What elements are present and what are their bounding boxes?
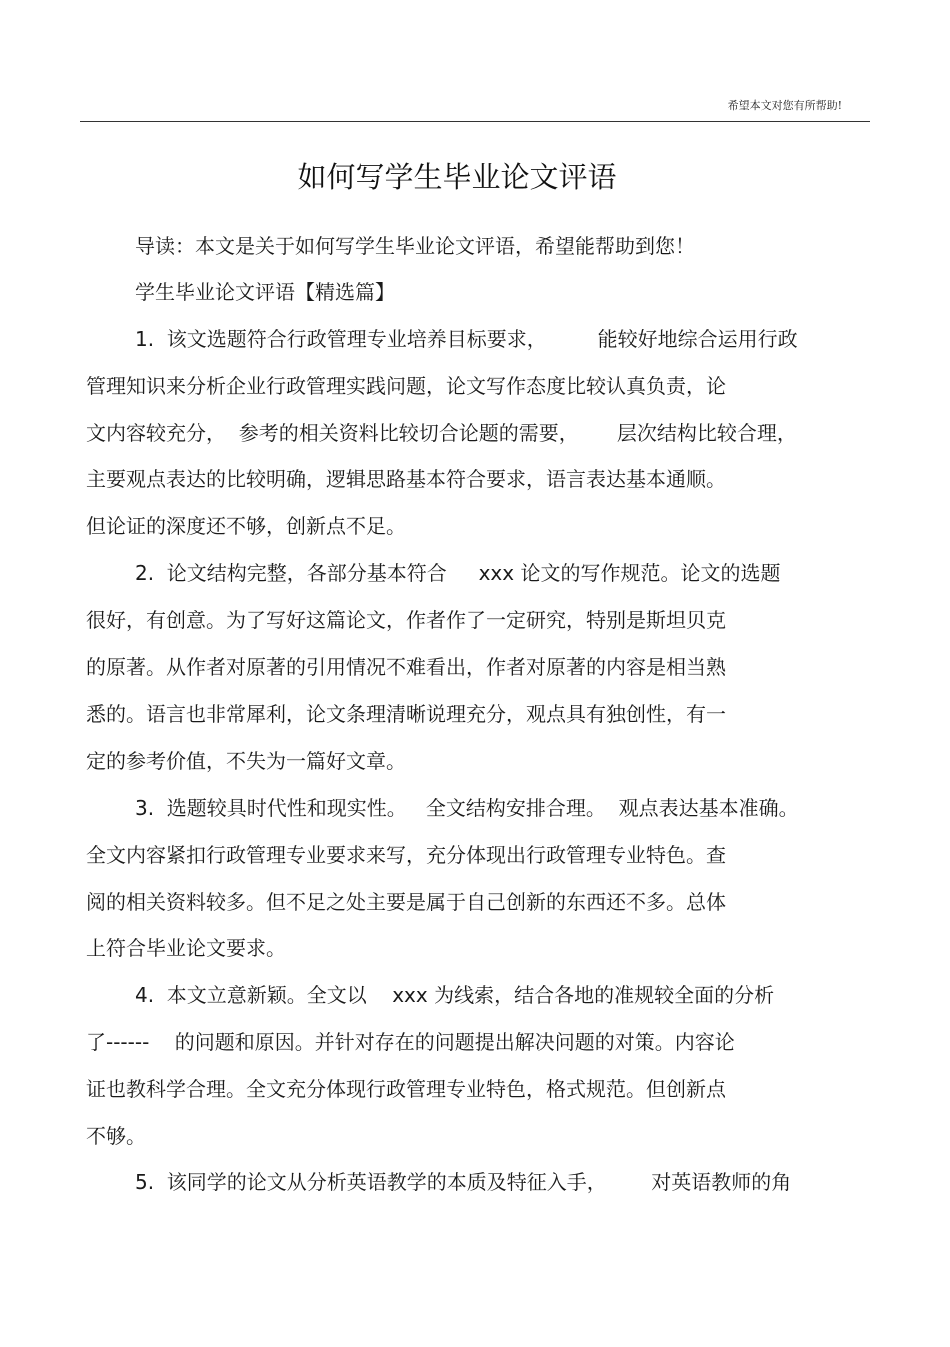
paragraph-4-line-3: 证也教科学合理。全文充分体现行政管理专业特色，格式规范。但创新点	[86, 1077, 726, 1101]
paragraph-1-line-2: 管理知识来分析企业行政管理实践问题，论文写作态度比较认真负责，论	[86, 374, 726, 398]
paragraph-5-line-1: 5. 该同学的论文从分析英语教学的本质及特征入手， 对英语教师的角	[135, 1170, 792, 1194]
paragraph-1-line-3: 文内容较充分， 参考的相关资料比较切合论题的需要， 层次结构比较合理，	[86, 421, 797, 445]
paragraph-1-line-5: 但论证的深度还不够，创新点不足。	[86, 514, 406, 538]
paragraph-2-line-4: 悉的。语言也非常犀利，论文条理清晰说理充分，观点具有独创性，有一	[86, 702, 726, 726]
paragraph-2-line-5: 定的参考价值，不失为一篇好文章。	[86, 749, 406, 773]
paragraph-1-line-4: 主要观点表达的比较明确，逻辑思路基本符合要求，语言表达基本通顺。	[86, 467, 726, 491]
paragraph-3-line-2: 全文内容紧扣行政管理专业要求来写，充分体现出行政管理专业特色。查	[86, 843, 726, 867]
intro-line: 导读：本文是关于如何写学生毕业论文评语，希望能帮助到您！	[135, 234, 695, 258]
paragraph-2-line-2: 很好，有创意。为了写好这篇论文，作者作了一定研究，特别是斯坦贝克	[86, 608, 726, 632]
paragraph-4-line-4: 不够。	[86, 1124, 146, 1148]
paragraph-4-line-1: 4. 本文立意新颖。全文以 xxx 为线索，结合各地的准规较全面的分析	[135, 983, 775, 1007]
section-heading: 学生毕业论文评语【精选篇】	[135, 280, 395, 304]
header-divider	[80, 121, 870, 122]
paragraph-3-line-3: 阅的相关资料较多。但不足之处主要是属于自己创新的东西还不多。总体	[86, 890, 726, 914]
paragraph-2-line-3: 的原著。从作者对原著的引用情况不难看出，作者对原著的内容是相当熟	[86, 655, 726, 679]
document-title: 如何写学生毕业论文评语	[297, 160, 617, 194]
paragraph-3-line-1: 3. 选题较具时代性和现实性。 全文结构安排合理。 观点表达基本准确。	[135, 796, 799, 820]
paragraph-3-line-4: 上符合毕业论文要求。	[86, 936, 286, 960]
header-note: 希望本文对您有所帮助!	[727, 99, 842, 112]
paragraph-1-line-1: 1. 该文选题符合行政管理专业培养目标要求， 能较好地综合运用行政	[135, 327, 798, 351]
paragraph-4-line-2: 了------ 的问题和原因。并针对存在的问题提出解决问题的对策。内容论	[86, 1030, 735, 1054]
paragraph-2-line-1: 2. 论文结构完整，各部分基本符合 xxx 论文的写作规范。论文的选题	[135, 561, 781, 585]
